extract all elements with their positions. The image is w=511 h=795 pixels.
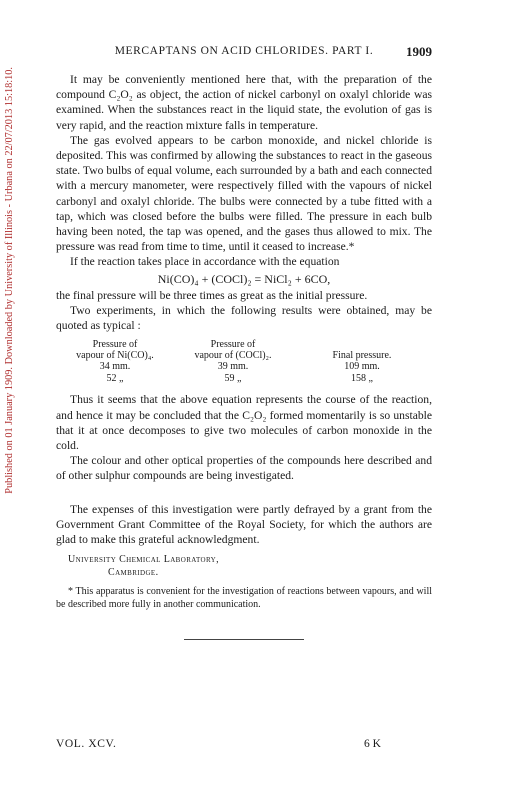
running-header [56,44,432,62]
article-body [56,72,432,640]
download-watermark-text: Published on 01 January 1909. Downloaded by University of Illinois - Urbana on 22/07/2013 15:18:10. [3,66,15,494]
header-line: vapour of (COCl)₂. [194,350,272,362]
table-header-oxalyl-chloride [174,339,292,361]
table-cell: 52 „ [106,372,124,384]
table-cell: 34 mm. [99,361,131,373]
author-address [56,553,432,579]
download-watermark [2,40,16,520]
table-header-final-pressure [292,339,432,361]
page-number: 1909 [406,44,432,59]
paragraph-4: the final pressure will be three times as great as the initial pressure. [56,288,368,302]
address-line-1: University Chemical Laboratory, [68,554,219,566]
running-title: MERCAPTANS ON ACID CHLORIDES. PART I. [114,45,374,57]
table-header-nickel-carbonyl [56,339,174,361]
paragraph-5: Two experiments, in which the following results were obtained, may be quoted as typical : [56,304,432,333]
header-line: Final pressure. [332,350,392,362]
reaction-equation: Ni(CO)₄ + (COCl)₂ = NiCl₂ + 6CO, [157,271,331,286]
header-line: Pressure of [210,339,256,351]
address-line-2: Cambridge. [108,567,159,579]
section-rule [184,639,304,640]
paragraph-3: If the reaction takes place in accordance with the equation [70,255,340,269]
header-line: vapour of Ni(CO)₄. [76,350,154,362]
table-cell: 158 „ [351,372,373,384]
pressure-table [56,339,432,384]
paragraph-acknowledgment: The expenses of this investigation were partly defrayed by a grant from the Government Grant Committee of the Royal Society, for which the authors are glad to make this grateful acknowledgment. [56,502,432,547]
volume-label: VOL. XCV. [56,738,117,750]
paragraph-2: The gas evolved appears to be carbon monoxide, and nickel chloride is deposited. This was confirmed by allowing the substances to react in the gaseous state. Two bulbs of equal volume, each surrounded by a bath and each connected with a mercury manometer, were respectively filled with the vapours of nickel carbonyl and oxalyl chloride. The bulbs were connected by a tube fitted with a tap, which was closed before the bulbs were filled. The pressure in each bulb having been noted, the tap was opened, and the gases thus allowed to mix. The pressure was read from time to time, until it ceased to increase.* [56,133,432,254]
paragraph-7: The colour and other optical properties of the compounds here described and of other sulphur compounds are being investigated. [56,454,432,483]
header-line [292,339,432,350]
paragraph-6: Thus it seems that the above equation represents the course of the reaction, and hence it may be concluded that the C₂O₂ formed momentarily is so unstable that it at once decomposes to give two molecules of carbon monoxide in the cold. [56,393,432,453]
table-cell: 109 mm. [344,361,380,373]
signature-mark: 6 K [364,738,381,750]
paragraph-1: It may be conveniently mentioned here that, with the preparation of the compound C₂O₂ as object, the action of nickel carbonyl on oxalyl chloride was examined. When the substances react in the liquid state, the evolution of gas is very rapid, and the reaction mixture falls in temperature. [56,73,432,132]
header-line: Pressure of [92,339,138,351]
table-cell: 39 mm. [217,361,249,373]
footnote: * This apparatus is convenient for the investigation of reactions between vapours, and will be described more fully in another communication. [56,586,432,611]
table-cell: 59 „ [224,372,242,384]
page [56,44,432,640]
